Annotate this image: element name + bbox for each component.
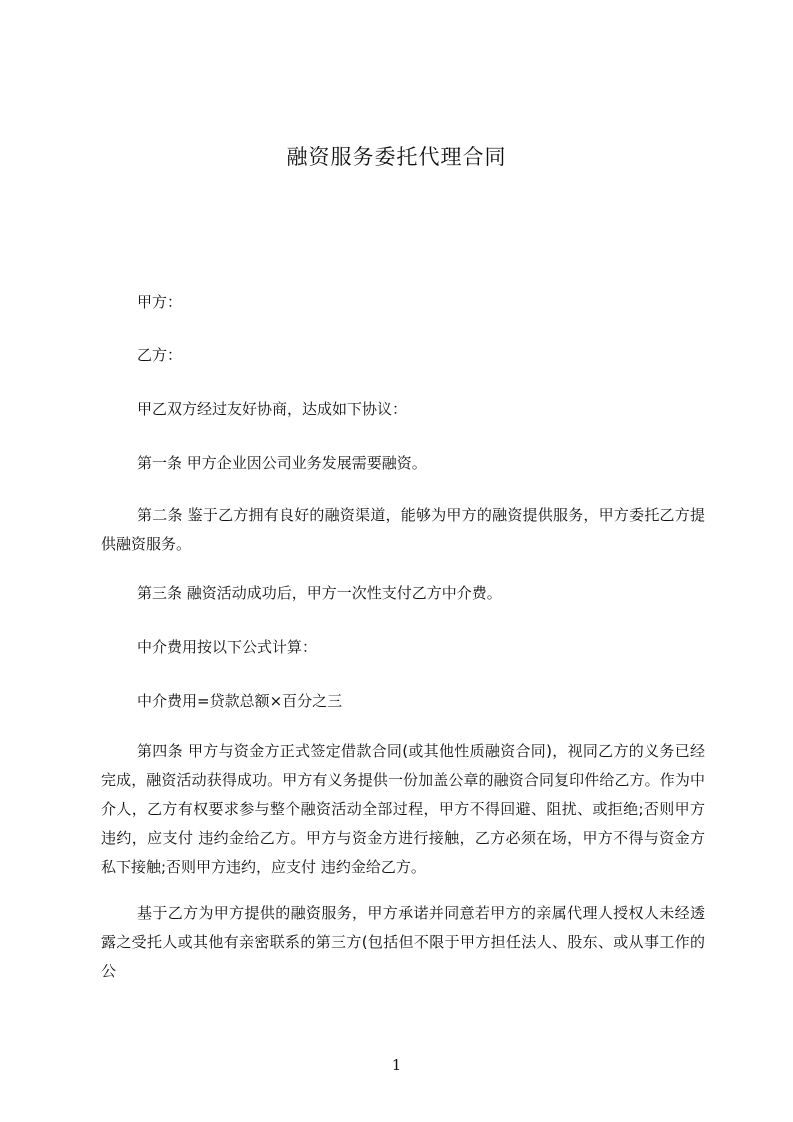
party-b-label: 乙方： xyxy=(137,346,183,364)
article-1-paragraph xyxy=(101,449,705,478)
article-4-text: 第四条 甲方与资金方正式签定借款合同(或其他性质融资合同)，视同乙方的义务已经完成，融资活动获得成功。甲方有义务提供一份加盖公章的融资合同复印件给乙方。作为中介人，乙方有权要求参与整个融资活动全部过程，甲方不得回避、阻扰、或拒绝;否则甲方违约，应支付 违约金给乙方。甲方与资金方进行接触，乙方必须在场，甲方不得与资金方私下接触;否则甲方违约，应支付 违约金给乙方。 xyxy=(101,742,705,876)
intro-text: 甲乙双方经过友好协商，达成如下协议： xyxy=(137,400,408,418)
article-3-paragraph xyxy=(101,579,705,608)
article-5-text: 基于乙方为甲方提供的融资服务，甲方承诺并同意若甲方的亲属代理人授权人未经透露之受托人或其他有亲密联系的第三方(包括但不限于甲方担任法人、股东、或从事工作的公 xyxy=(101,904,705,980)
article-4-paragraph xyxy=(101,737,705,882)
fee-intro-paragraph xyxy=(101,633,705,662)
party-b-line xyxy=(101,341,705,370)
article-3-text: 第三条 融资活动成功后，甲方一次性支付乙方中介费。 xyxy=(137,584,502,602)
article-1-text: 第一条 甲方企业因公司业务发展需要融资。 xyxy=(137,454,427,472)
article-5-paragraph xyxy=(101,899,705,986)
article-2-paragraph xyxy=(101,501,705,559)
party-a-label: 甲方： xyxy=(137,293,183,311)
intro-paragraph xyxy=(101,395,705,424)
contract-title: 融资服务委托代理合同 xyxy=(286,145,507,169)
fee-formula-text: 中介费用=贷款总额×百分之三 xyxy=(137,692,343,710)
party-a-line xyxy=(101,288,705,317)
article-2-text: 第二条 鉴于乙方拥有良好的融资渠道，能够为甲方的融资提供服务，甲方委托乙方提供融资服务。 xyxy=(101,506,705,553)
fee-intro-text: 中介费用按以下公式计算： xyxy=(137,638,318,656)
page-number: 1 xyxy=(391,1056,402,1074)
fee-formula-paragraph xyxy=(101,687,705,716)
